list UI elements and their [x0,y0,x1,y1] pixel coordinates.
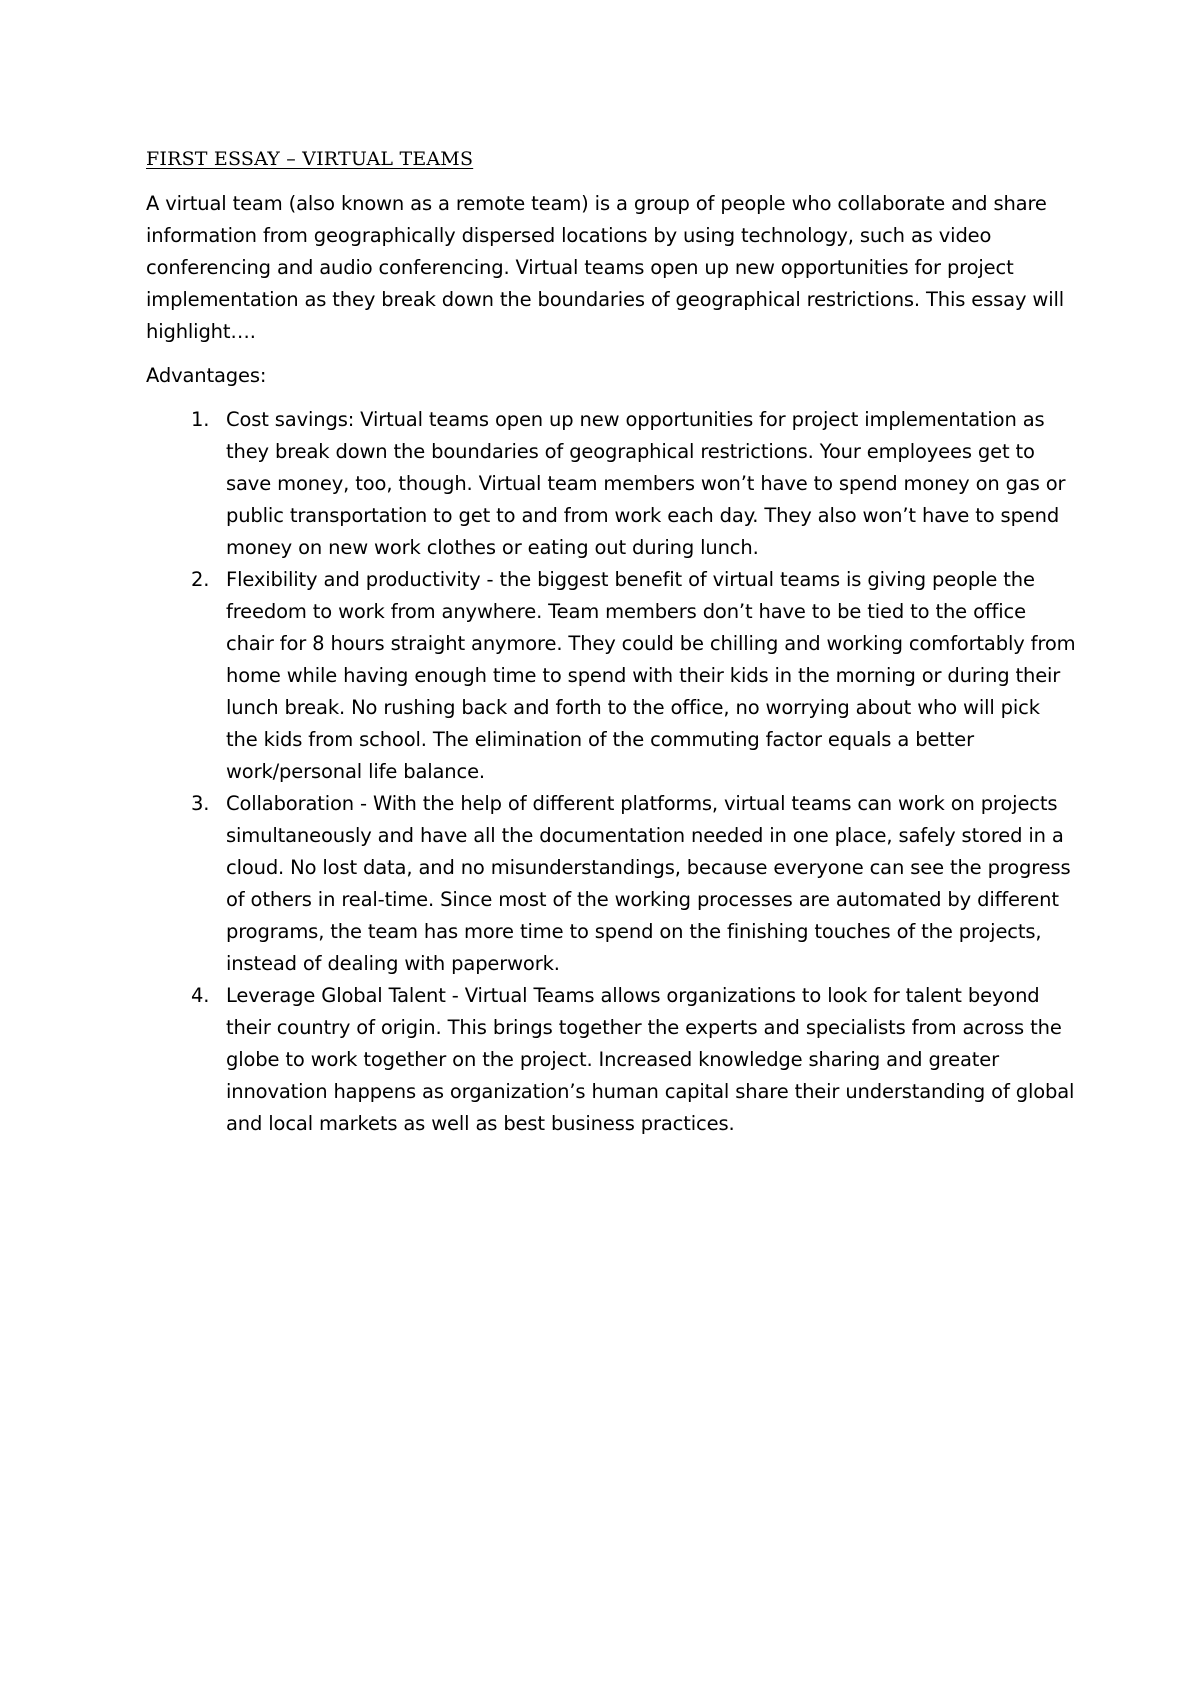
intro-paragraph: A virtual team (also known as a remote team) is a group of people who collaborate and share information from geographically dispersed locations by using technology, such as video conferencing and audio conferencing. Virtual teams open up new opportunities for project implementation as they break down the boundaries of geographical restrictions. This essay will highlight…. [146,192,1065,343]
list-item [146,980,1076,1140]
list-item-number: 4. [191,984,210,1007]
list-item-text: Collaboration - With the help of different platforms, virtual teams can work on projects simultaneously and have all the documentation needed in one place, safely stored in a cloud. No lost data, and no misunderstandings, because everyone can see the progress of others in real-time. Since most of the working processes are automated by different programs, the team has more time to spend on the finishing touches of the projects, instead of dealing with paperwork. [226,792,1071,975]
list-item-text: Cost savings: Virtual teams open up new opportunities for project implementation as they break down the boundaries of geographical restrictions. Your employees get to save money, too, though. Virtual team members won’t have to spend money on gas or public transportation to get to and from work each day. They also won’t have to spend money on new work clothes or eating out during lunch. [226,408,1066,559]
list-item-number: 2. [191,568,210,591]
list-item-number: 3. [191,792,210,815]
list-item-text: Leverage Global Talent - Virtual Teams allows organizations to look for talent beyond their country of origin. This brings together the experts and specialists from across the globe to work together on the project. Increased knowledge sharing and greater innovation happens as organization’s human capital share their understanding of global and local markets as well as best business practices. [226,984,1075,1135]
list-item-text: Flexibility and productivity - the biggest benefit of virtual teams is giving people the freedom to work from anywhere. Team members don’t have to be tied to the office chair for 8 hours straight anymore. They could be chilling and working comfortably from home while having enough time to spend with their kids in the morning or during their lunch break. No rushing back and forth to the office, no worrying about who will pick the kids from school. The elimination of the commuting factor equals a better work/personal life balance. [226,568,1076,783]
list-item [146,564,1076,788]
list-item [146,404,1076,564]
advantages-heading: Advantages: [146,364,267,387]
list-item-number: 1. [191,408,210,431]
advantages-list [146,404,1076,1140]
document-body [146,147,1076,1140]
essay-title: FIRST ESSAY – VIRTUAL TEAMS [146,148,474,170]
list-item [146,788,1076,980]
